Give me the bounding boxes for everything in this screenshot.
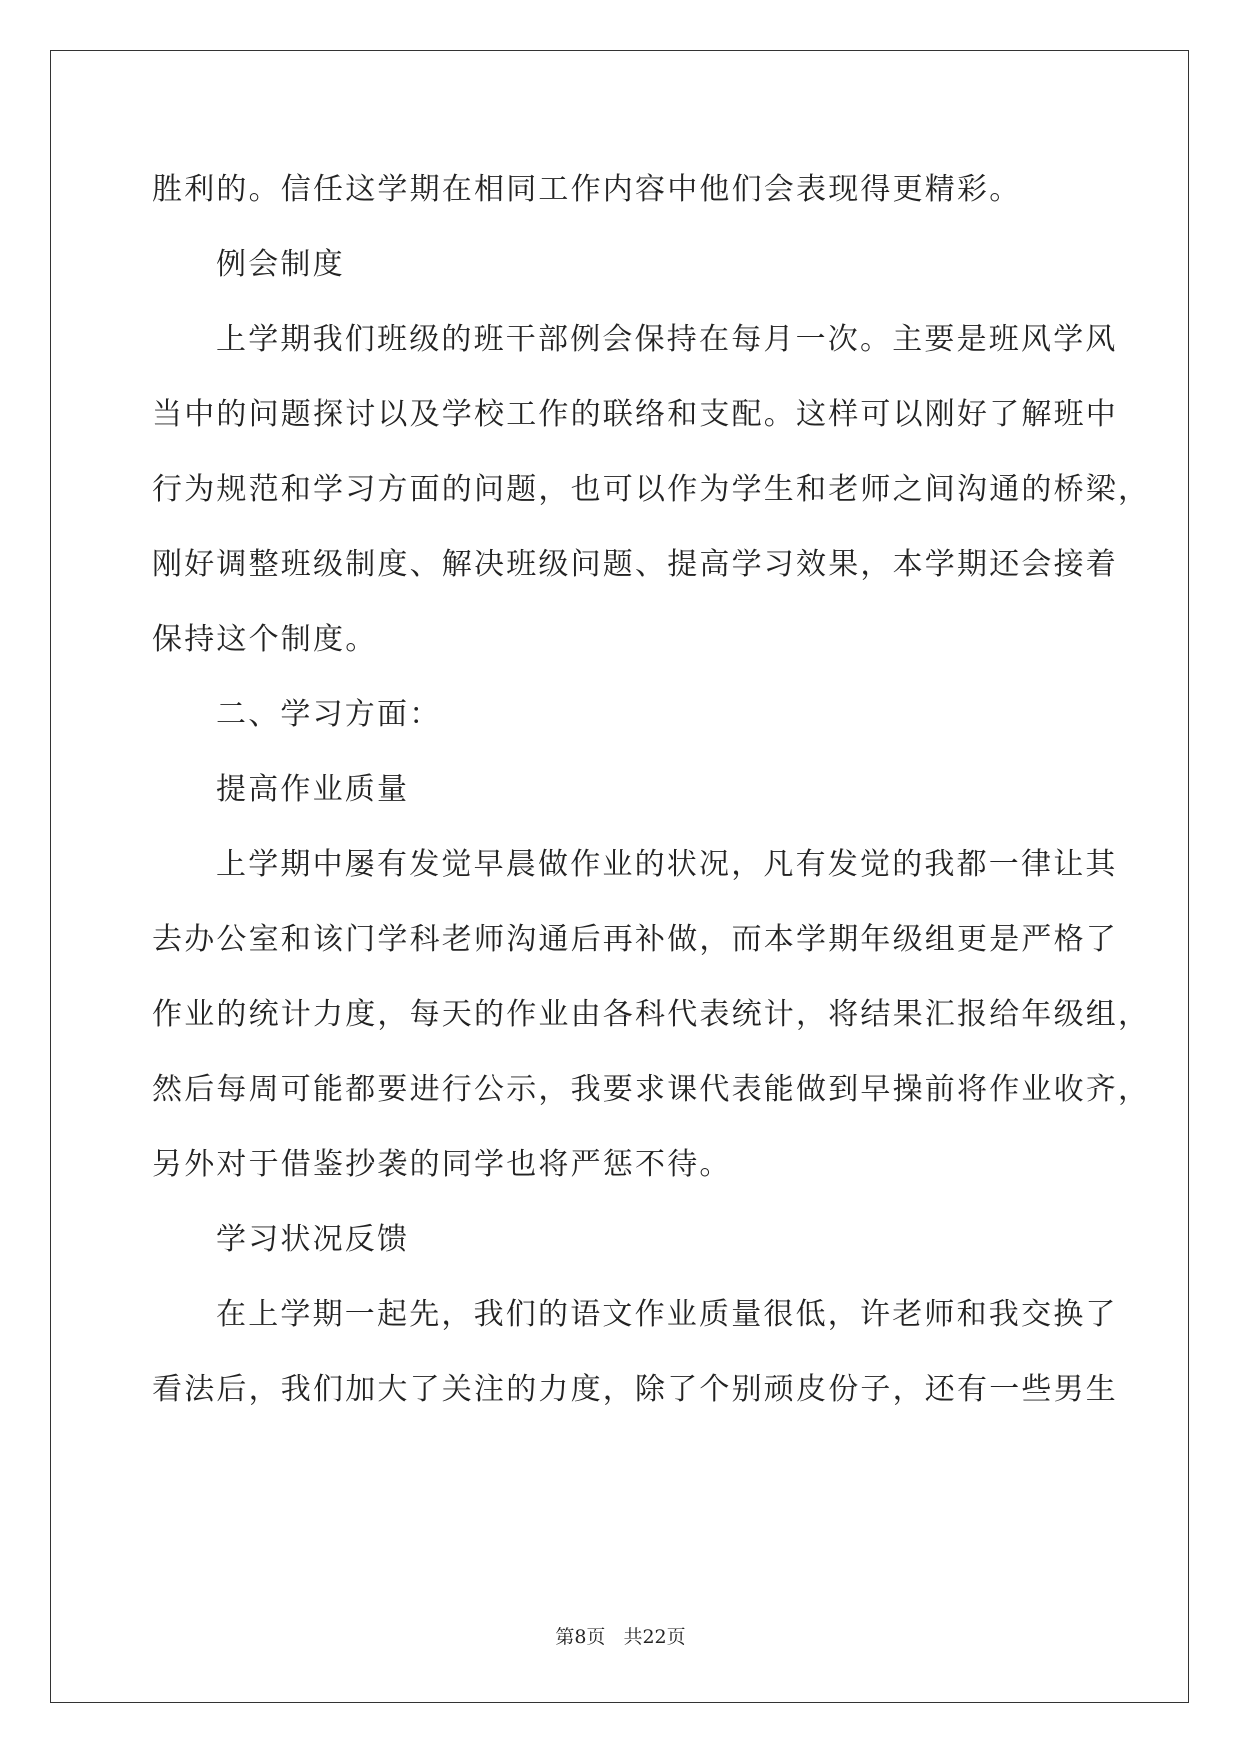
text-line-14: 另外对于借鉴抄袭的同学也将严惩不待。 [152,1147,732,1182]
text-line-6: 刚好调整班级制度、解决班级问题、提高学习效果，本学期还会接着 [152,547,1118,582]
text-line-3: 上学期我们班级的班干部例会保持在每月一次。主要是班风学风 [216,322,1118,357]
text-line-17: 看法后，我们加大了关注的力度，除了个别顽皮份子，还有一些男生 [152,1372,1118,1407]
text-line-7: 保持这个制度。 [152,622,378,657]
section-heading-meeting-system: 例会制度 [216,247,345,282]
text-line-4: 当中的问题探讨以及学校工作的联络和支配。这样可以刚好了解班中 [152,397,1118,432]
text-line-11: 去办公室和该门学科老师沟通后再补做，而本学期年级组更是严格了 [152,922,1118,957]
page-footer [0,1622,1241,1649]
section-heading-homework-quality: 提高作业质量 [216,772,410,807]
section-heading-study-feedback: 学习状况反馈 [216,1222,410,1257]
text-line-13: 然后每周可能都要进行公示，我要求课代表能做到早操前将作业收齐， [152,1072,1151,1107]
text-line-12: 作业的统计力度，每天的作业由各科代表统计，将结果汇报给年级组， [152,997,1151,1032]
text-line-1: 胜利的。信任这学期在相同工作内容中他们会表现得更精彩。 [152,172,1022,207]
text-line-10: 上学期中屡有发觉早晨做作业的状况，凡有发觉的我都一律让其 [216,847,1118,882]
section-heading-study: 二、学习方面： [216,697,442,732]
text-line-5: 行为规范和学习方面的问题，也可以作为学生和老师之间沟通的桥梁， [152,472,1151,507]
page-total: 共22页 [623,1626,686,1648]
text-line-16: 在上学期一起先，我们的语文作业质量很低，许老师和我交换了 [216,1297,1118,1332]
page-number: 第8页 [555,1626,606,1648]
